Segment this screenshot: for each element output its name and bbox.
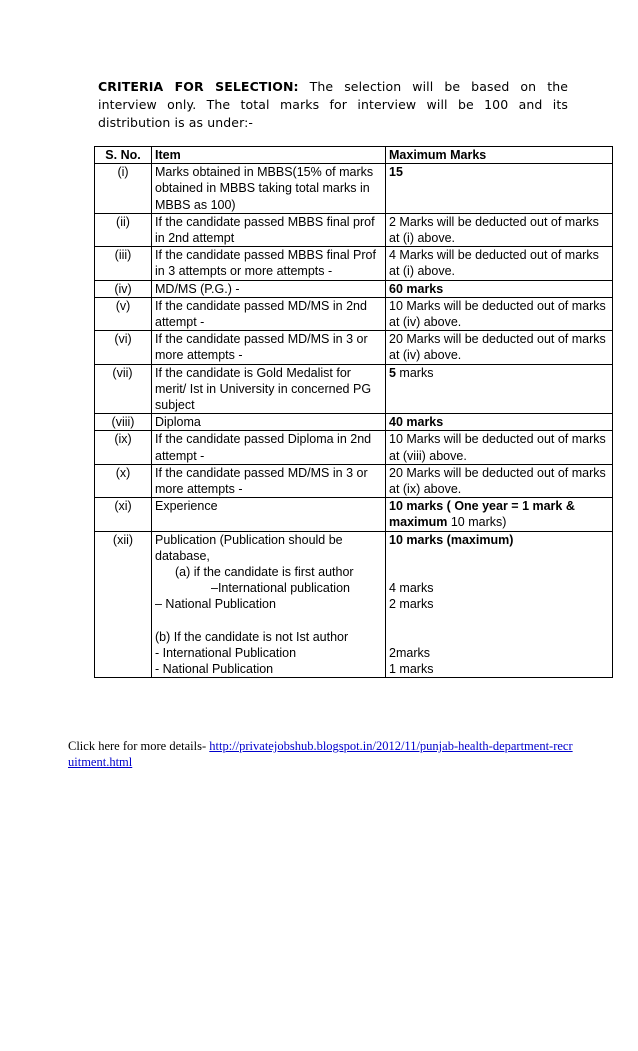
- row-marks: 60 marks: [386, 280, 613, 297]
- header-sno: S. No.: [95, 147, 152, 164]
- criteria-text: The selection will be based on the interview only. The total marks for interview will be 100 and its distribution is as under:-: [98, 79, 569, 130]
- row-item: If the candidate passed MD/MS in 3 or more attempts -: [152, 331, 386, 364]
- row-marks: 15: [386, 164, 613, 214]
- item-line: (a) if the candidate is first author: [175, 565, 354, 580]
- header-max-marks: Maximum Marks: [386, 147, 613, 164]
- row-marks: [386, 364, 613, 414]
- row-item: MD/MS (P.G.) -: [152, 280, 386, 297]
- table-row: [95, 464, 613, 497]
- row-sno: (iv): [95, 280, 152, 297]
- row-marks: 10 Marks will be deducted out of marks at (viii) above.: [386, 431, 613, 464]
- marks-line: 2 marks: [389, 597, 434, 612]
- row-marks: 40 marks: [386, 414, 613, 431]
- marks-line: 1 marks: [389, 662, 434, 677]
- item-line: - National Publication: [155, 662, 274, 677]
- item-line: (b) If the candidate is not Ist author: [155, 629, 349, 644]
- row-marks: 2 Marks will be deducted out of marks at (i) above.: [386, 213, 613, 246]
- row-item: If the candidate passed MD/MS in 3 or more attempts -: [152, 464, 386, 497]
- row-marks: 20 Marks will be deducted out of marks at (iv) above.: [386, 331, 613, 364]
- marks-rest: 10 marks): [447, 515, 507, 530]
- marks-bold: 5: [389, 365, 396, 380]
- row-item: Experience: [152, 498, 386, 531]
- table-header-row: [95, 147, 613, 164]
- row-sno: (i): [95, 164, 152, 214]
- table-row: [95, 414, 613, 431]
- row-marks: [386, 531, 613, 678]
- row-item: Diploma: [152, 414, 386, 431]
- row-sno: (iii): [95, 247, 152, 280]
- item-line: Publication (Publication should be database,: [155, 532, 343, 563]
- table-row: [95, 247, 613, 280]
- row-marks: 20 Marks will be deducted out of marks at (ix) above.: [386, 464, 613, 497]
- marks-distribution-table: [94, 146, 613, 678]
- marks-line: 4 marks: [389, 581, 434, 596]
- row-marks: [386, 498, 613, 531]
- item-line: –International publication: [211, 581, 350, 596]
- marks-rest: marks: [395, 365, 434, 380]
- row-marks: 4 Marks will be deducted out of marks at (i) above.: [386, 247, 613, 280]
- table-row: [95, 431, 613, 464]
- item-line: – National Publication: [155, 597, 276, 612]
- table-row: [95, 531, 613, 678]
- row-item: If the candidate passed MBBS final prof in 2nd attempt: [152, 213, 386, 246]
- footer-prefix: Click here for more details-: [68, 739, 210, 753]
- row-sno: (xi): [95, 498, 152, 531]
- row-sno: (x): [95, 464, 152, 497]
- criteria-heading: CRITERIA FOR SELECTION:: [98, 79, 299, 94]
- row-item: Marks obtained in MBBS(15% of marks obtained in MBBS taking total marks in MBBS as 100): [152, 164, 386, 214]
- row-item: If the candidate passed MBBS final Prof in 3 attempts or more attempts -: [152, 247, 386, 280]
- row-item: [152, 531, 386, 678]
- table-row: [95, 331, 613, 364]
- table-row: [95, 364, 613, 414]
- row-item: If the candidate passed Diploma in 2nd attempt -: [152, 431, 386, 464]
- row-sno: (vi): [95, 331, 152, 364]
- row-marks: 10 Marks will be deducted out of marks at (iv) above.: [386, 297, 613, 330]
- row-sno: (ii): [95, 213, 152, 246]
- header-item: Item: [152, 147, 386, 164]
- table-row: [95, 213, 613, 246]
- marks-line: 2marks: [389, 646, 430, 661]
- table-row: [95, 297, 613, 330]
- table-row: [95, 498, 613, 531]
- row-sno: (v): [95, 297, 152, 330]
- table-row: [95, 164, 613, 214]
- row-sno: (viii): [95, 414, 152, 431]
- marks-bold: 10 marks ( One year = 1 mark & maximum: [389, 499, 575, 530]
- row-sno: (xii): [95, 531, 152, 678]
- row-sno: (ix): [95, 431, 152, 464]
- marks-line: 10 marks (maximum): [389, 532, 514, 547]
- row-item: If the candidate is Gold Medalist for merit/ Ist in University in concerned PG subject: [152, 364, 386, 414]
- table-row: [95, 280, 613, 297]
- item-line: - International Publication: [155, 646, 297, 661]
- more-details-footer: [68, 738, 578, 770]
- row-sno: (vii): [95, 364, 152, 414]
- details-link[interactable]: http://privatejobshub.blogspot.in/2012/11/punjab-health-department-recruitment.html: [68, 739, 573, 769]
- row-item: If the candidate passed MD/MS in 2nd attempt -: [152, 297, 386, 330]
- selection-criteria-paragraph: [98, 78, 568, 132]
